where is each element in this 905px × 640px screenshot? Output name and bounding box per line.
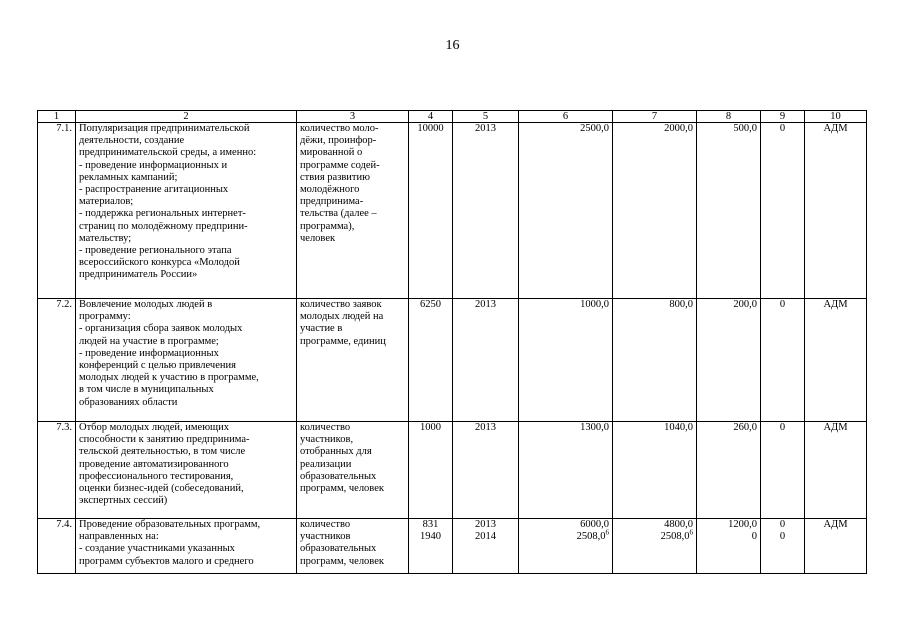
cell-line: деятельности, создание (79, 135, 185, 147)
column-header-7: 7 (613, 111, 697, 123)
cell-executor: АДМ (805, 422, 867, 519)
cell-line: материалов; (79, 196, 134, 208)
cell-line: 1040,0 (664, 422, 693, 433)
cell-line: образовательных (300, 543, 377, 555)
cell-line: молодых людей на (300, 311, 384, 323)
cell-line: - распространение агитационных (79, 184, 229, 196)
cell-line: 1000 (420, 422, 441, 433)
program-table (37, 110, 867, 574)
cell-year (453, 519, 519, 574)
cell-line: Популяризация предпринимательской (79, 123, 250, 134)
cell-line: - проведение информационных и (79, 159, 228, 171)
cell-line: тельской деятельностью, в том числе (79, 446, 246, 458)
cell-line: экспертных сессий) (79, 495, 168, 507)
cell-line: рекламных кампаний; (79, 171, 178, 183)
table-header-row (38, 111, 867, 123)
cell-year (453, 299, 519, 422)
cell-line: программ, человек (300, 555, 384, 567)
cell-executor: АДМ (805, 299, 867, 422)
cell-line: образованиях области (79, 396, 178, 408)
cell-line: образовательных (300, 470, 377, 482)
cell-federal (613, 299, 697, 422)
cell-year (453, 123, 519, 299)
page-number: 16 (445, 38, 460, 53)
cell-year (453, 422, 519, 519)
cell-other (761, 422, 805, 519)
cell-line: тельства (далее – (300, 208, 377, 220)
cell-line: 831 (422, 519, 439, 530)
cell-line: 6000,0 (580, 519, 609, 530)
cell-line: программ, человек (300, 483, 384, 495)
cell-line: ствия развитию (300, 171, 370, 183)
cell-activity (76, 299, 297, 422)
cell-indicator (297, 519, 409, 574)
cell-line: 2000,0 (664, 123, 693, 134)
cell-line: 2013 (475, 519, 496, 530)
cell-line: реализации (300, 458, 352, 470)
cell-line: людей на участие в программе; (79, 335, 219, 347)
cell-line: оценки бизнес-идей (собеседований, (79, 483, 244, 495)
cell-line: 2508,0$^6$ (660, 528, 693, 543)
cell-line: программе содей- (300, 159, 380, 171)
cell-line: 2013 (475, 123, 496, 134)
cell-line: 2014 (475, 531, 496, 543)
cell-activity (76, 123, 297, 299)
cell-indicator (297, 422, 409, 519)
cell-regional (697, 123, 761, 299)
cell-line: программе, единиц (300, 335, 386, 347)
column-header-3: 3 (297, 111, 409, 123)
cell-line: мированной о (300, 147, 363, 159)
cell-line: 0 (779, 299, 786, 310)
cell-indicator-value (409, 519, 453, 574)
cell-indicator-value (409, 123, 453, 299)
cell-line: конференций с целью привлечения (79, 360, 236, 372)
cell-line: участников, (300, 434, 354, 446)
cell-line: 1200,0 (728, 519, 757, 530)
column-header-2: 2 (76, 111, 297, 123)
column-header-1: 1 (38, 111, 76, 123)
cell-line: профессионального тестирования, (79, 470, 234, 482)
cell-line: программа), (300, 220, 355, 232)
cell-indicator (297, 299, 409, 422)
cell-line: количество (300, 519, 351, 530)
cell-other (761, 299, 805, 422)
cell-line: программу: (79, 311, 131, 323)
cell-line: - проведение регионального этапа (79, 245, 232, 257)
cell-number: 7.4. (38, 519, 76, 574)
column-header-9: 9 (761, 111, 805, 123)
cell-line: 1300,0 (580, 422, 609, 433)
cell-line: 10000 (417, 123, 444, 134)
cell-line: в том числе в муниципальных (79, 384, 214, 396)
cell-line: 0 (779, 422, 786, 433)
cell-total (519, 422, 613, 519)
cell-number: 7.3. (38, 422, 76, 519)
cell-total (519, 123, 613, 299)
column-header-8: 8 (697, 111, 761, 123)
cell-line: проведение автоматизированного (79, 458, 229, 470)
cell-line: 0 (779, 531, 786, 543)
cell-other (761, 123, 805, 299)
cell-line: участие в (300, 323, 343, 335)
cell-federal (613, 519, 697, 574)
cell-regional (697, 519, 761, 574)
cell-line: 1000,0 (580, 299, 609, 310)
cell-total (519, 519, 613, 574)
cell-line: количество моло- (300, 123, 379, 134)
cell-line: 800,0 (669, 299, 693, 310)
column-header-10: 10 (805, 111, 867, 123)
cell-line: 0 (779, 519, 786, 530)
cell-line: 200,0 (733, 299, 757, 310)
footnote-marker: 6 (605, 528, 609, 537)
column-header-5: 5 (453, 111, 519, 123)
cell-number: 7.1. (38, 123, 76, 299)
cell-line: программ субъектов малого и среднего (79, 555, 254, 567)
cell-line: направленных на: (79, 531, 159, 543)
cell-line: молодёжного (300, 184, 360, 196)
cell-total (519, 299, 613, 422)
table-row (38, 123, 867, 299)
cell-executor: АДМ (805, 123, 867, 299)
cell-line: мательству; (79, 232, 132, 244)
cell-line: 0 (779, 123, 786, 134)
cell-number: 7.2. (38, 299, 76, 422)
cell-line: Вовлечение молодых людей в (79, 299, 213, 310)
cell-line: предпринима- (300, 196, 364, 208)
cell-line: всероссийского конкурса «Молодой (79, 257, 240, 269)
cell-line: 1940 (420, 531, 441, 543)
cell-line: 260,0 (733, 422, 757, 433)
cell-line: 2508,0$^6$ (576, 528, 609, 543)
cell-line: - организация сбора заявок молодых (79, 323, 243, 335)
cell-line: человек (300, 232, 336, 244)
column-header-6: 6 (519, 111, 613, 123)
cell-line: отобранных для (300, 446, 372, 458)
cell-line: 2013 (475, 422, 496, 433)
column-header-4: 4 (409, 111, 453, 123)
cell-line: - поддержка региональных интернет- (79, 208, 246, 220)
cell-line: страниц по молодёжному предприни- (79, 220, 248, 232)
cell-regional (697, 422, 761, 519)
cell-line: способности к занятию предпринима- (79, 434, 250, 446)
cell-line: количество заявок (300, 299, 382, 310)
cell-activity (76, 519, 297, 574)
cell-federal (613, 422, 697, 519)
cell-federal (613, 123, 697, 299)
cell-line: предприниматель России» (79, 269, 198, 281)
cell-activity (76, 422, 297, 519)
cell-line: 2013 (475, 299, 496, 310)
cell-regional (697, 299, 761, 422)
cell-line: Отбор молодых людей, имеющих (79, 422, 229, 433)
cell-indicator (297, 123, 409, 299)
cell-line: предпринимательской среды, а именно: (79, 147, 257, 159)
cell-line: участников (300, 531, 351, 543)
cell-line: 6250 (420, 299, 441, 310)
table-row (38, 299, 867, 422)
cell-line: 0 (751, 531, 757, 543)
cell-line: 2500,0 (580, 123, 609, 134)
cell-indicator-value (409, 299, 453, 422)
table-row (38, 519, 867, 574)
footnote-marker: 6 (689, 528, 693, 537)
cell-line: молодых людей к участию в программе, (79, 372, 259, 384)
cell-line: дёжи, проинфор- (300, 135, 377, 147)
cell-executor: АДМ (805, 519, 867, 574)
cell-line: - создание участниками указанных (79, 543, 235, 555)
cell-line: 500,0 (733, 123, 757, 134)
cell-line: количество (300, 422, 351, 433)
table-row (38, 422, 867, 519)
cell-other (761, 519, 805, 574)
cell-line: - проведение информационных (79, 347, 219, 359)
cell-indicator-value (409, 422, 453, 519)
cell-line: Проведение образовательных программ, (79, 519, 261, 530)
cell-line: 4800,0 (664, 519, 693, 530)
